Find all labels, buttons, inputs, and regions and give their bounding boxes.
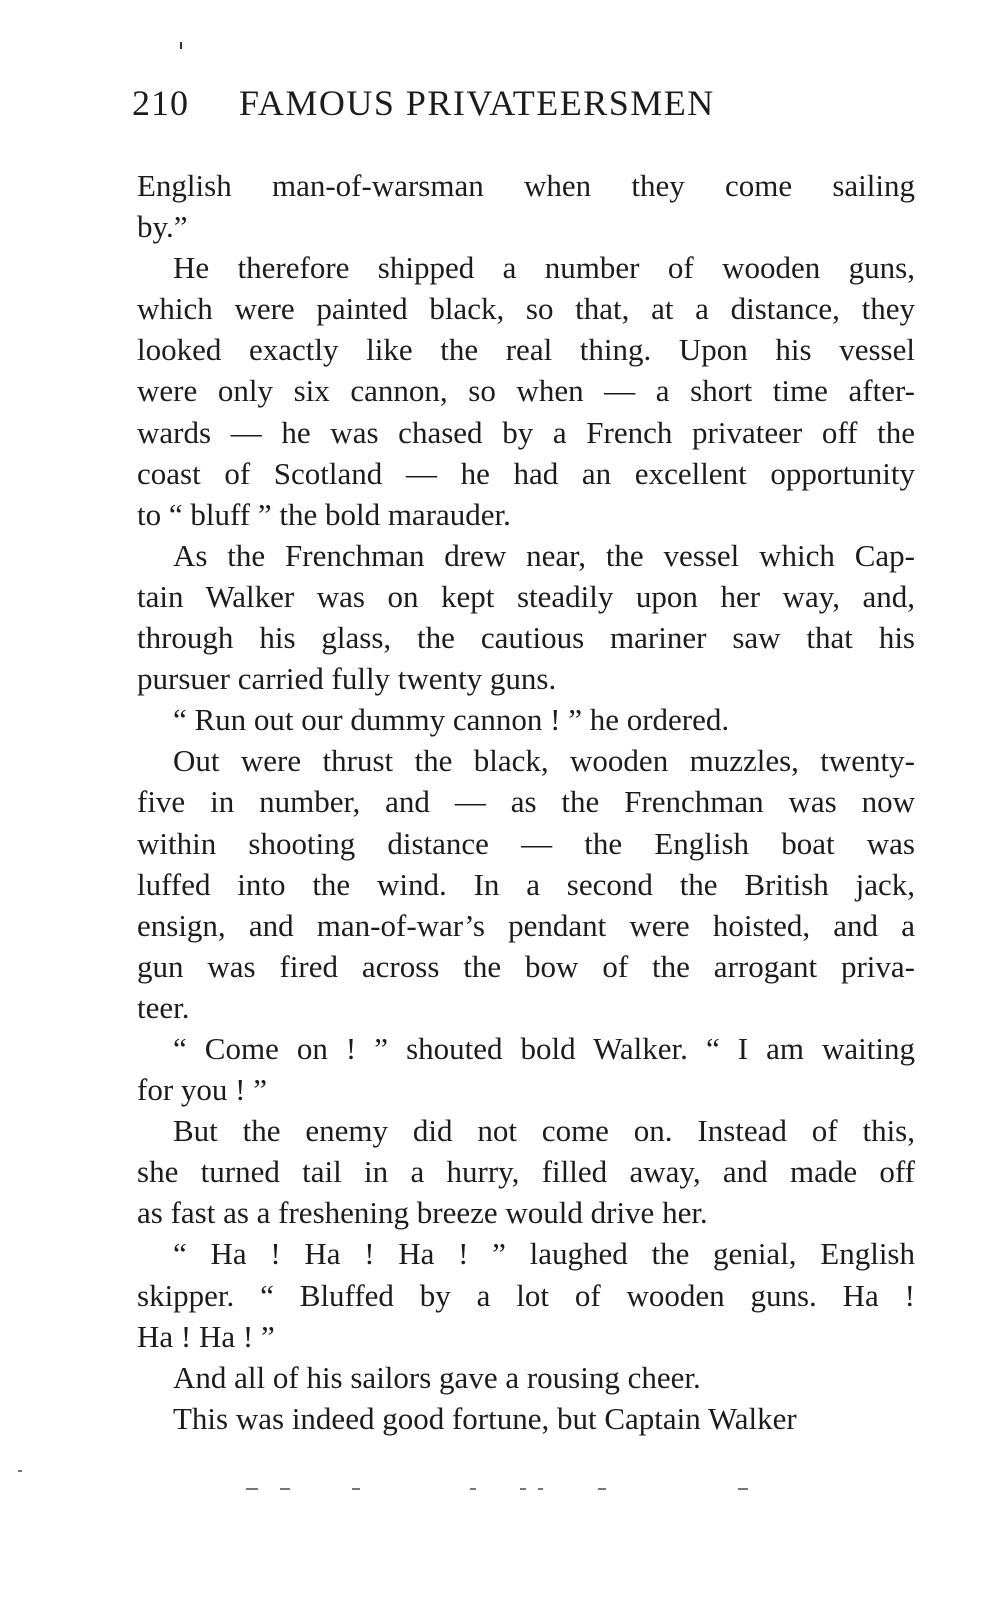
text-line: “ Come on ! ” shouted bold Walker. “ I am waiting (173, 1030, 915, 1066)
text-line: English man-of-warsman when they come sailing (137, 168, 915, 203)
text-line: “ Run out our dummy cannon ! ” he ordered. (173, 702, 730, 738)
page-header (132, 78, 932, 128)
text-line: she turned tail in a hurry, filled away, and made off (137, 1154, 915, 1190)
text-line: gun was fired across the bow of the arrogant priva- (137, 948, 915, 984)
text-line: ensign, and man-of-war’s pendant were hoisted, and a (137, 907, 915, 943)
text-line: looked exactly like the real thing. Upon his vessel (137, 332, 915, 368)
body-text (137, 165, 915, 1439)
print-artifact (598, 1488, 606, 1490)
text-line: But the enemy did not come on. Instead of this, (173, 1113, 915, 1149)
text-line: pursuer carried fully twenty guns. (137, 661, 557, 697)
text-line: teer. (137, 989, 190, 1025)
text-line: for you ! ” (137, 1072, 267, 1108)
text-line: “ Ha ! Ha ! Ha ! ” laughed the genial, English (173, 1236, 915, 1272)
print-artifact (538, 1488, 543, 1490)
text-line: five in number, and — as the Frenchman was now (137, 784, 915, 820)
print-artifact (520, 1488, 526, 1490)
text-line: skipper. “ Bluffed by a lot of wooden guns. Ha ! (137, 1277, 915, 1313)
text-line: through his glass, the cautious mariner saw that his (137, 620, 915, 656)
text-line: wards — he was chased by a French privateer off the (137, 414, 915, 450)
print-artifact (280, 1488, 290, 1490)
text-line: He therefore shipped a number of wooden guns, (173, 250, 915, 286)
text-line: to “ bluff ” the bold marauder. (137, 496, 511, 532)
text-line: within shooting distance — the English boat was (137, 825, 915, 861)
print-artifact (352, 1488, 360, 1490)
text-line: which were painted black, so that, at a distance, they (137, 291, 915, 327)
print-artifact (246, 1488, 258, 1490)
text-line: As the Frenchman drew near, the vessel which Cap- (173, 537, 915, 573)
print-mark (180, 42, 182, 49)
text-line: as fast as a freshening breeze would drive her. (137, 1195, 708, 1231)
page-number: 210 (132, 83, 189, 123)
running-head: FAMOUS PRIVATEERSMEN (239, 83, 715, 123)
text-line: And all of his sailors gave a rousing cheer. (173, 1359, 701, 1395)
text-line: This was indeed good fortune, but Captain Walker (173, 1400, 797, 1436)
print-artifact (738, 1488, 748, 1490)
text-line: by.” (137, 209, 188, 245)
print-artifact (18, 1470, 22, 1472)
text-line: tain Walker was on kept steadily upon her way, and, (137, 578, 915, 614)
text-line: Out were thrust the black, wooden muzzles, twenty- (173, 743, 915, 779)
text-line: were only six cannon, so when — a short time after- (137, 373, 915, 409)
text-line: coast of Scotland — he had an excellent opportunity (137, 455, 915, 491)
text-line: Ha ! Ha ! ” (137, 1318, 275, 1354)
print-artifact (470, 1488, 476, 1490)
text-line: luffed into the wind. In a second the British jack, (137, 866, 915, 902)
